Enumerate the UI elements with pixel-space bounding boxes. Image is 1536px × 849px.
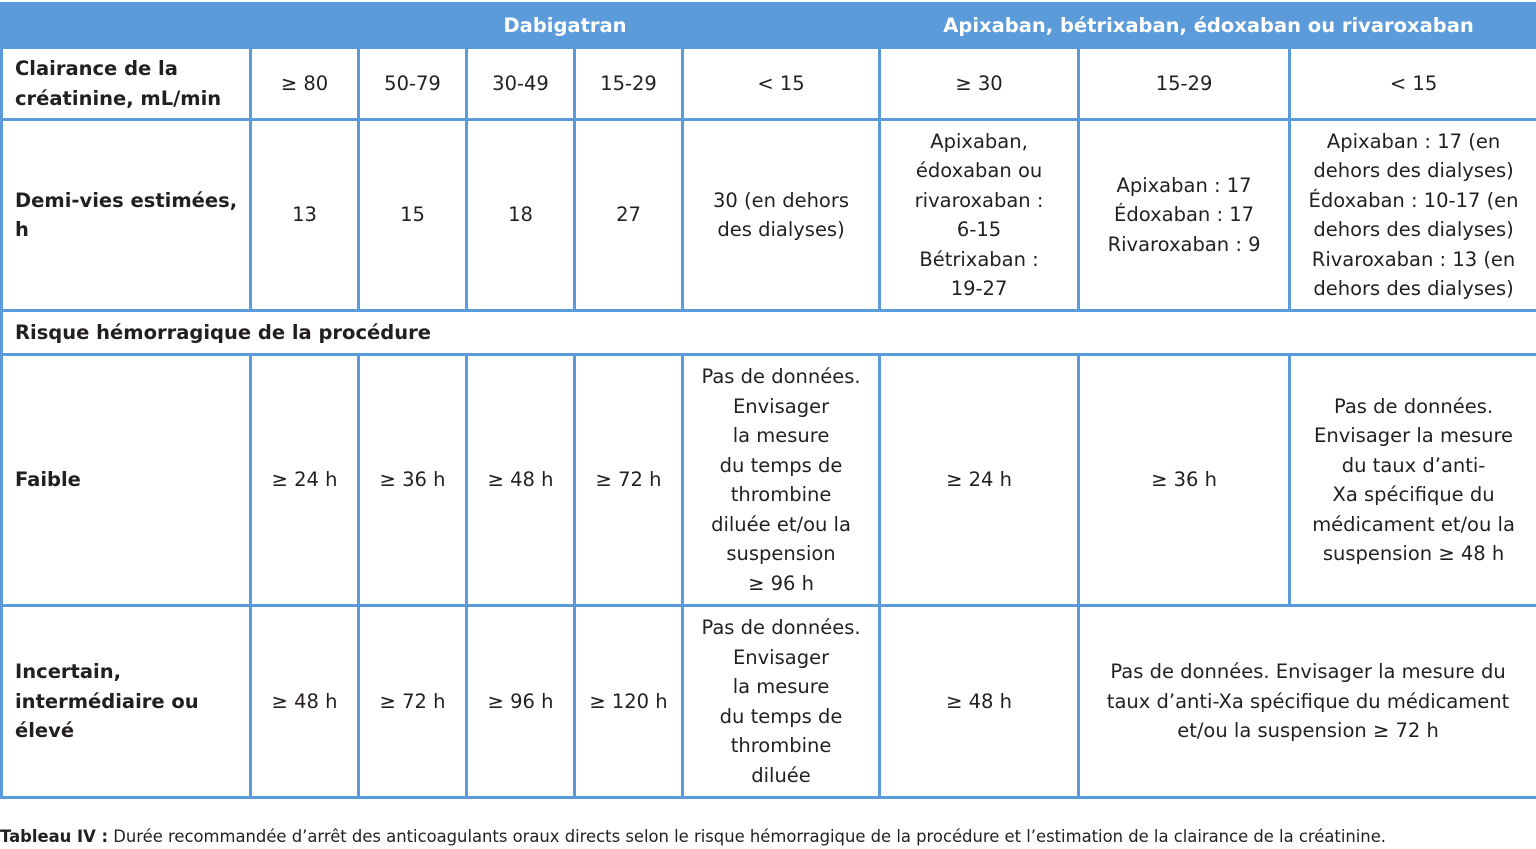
- cell-line: des dialyses): [717, 218, 845, 241]
- section-risque-hemorragique: Risque hémorragique de la procédure: [2, 311, 1536, 355]
- cell-incertain-3: [575, 606, 683, 798]
- cell-incertain-2: [467, 606, 575, 798]
- caption-prefix: Tableau IV :: [0, 827, 109, 846]
- row-demi-vies: [2, 120, 1536, 311]
- cell-line: élevé: [15, 719, 75, 743]
- cell-line: suspension: [726, 542, 836, 565]
- cell-line: thrombine: [730, 483, 832, 506]
- cell-line: ≥ 96 h: [487, 689, 554, 713]
- cell-line: Demi-vies estimées,: [15, 188, 238, 212]
- cell-line: Faible: [15, 468, 81, 492]
- cell-faible-6: [1079, 355, 1290, 606]
- cell-line: du temps de: [719, 704, 843, 728]
- cell-demivies-4: [683, 120, 880, 311]
- cell-line: 15: [400, 203, 425, 227]
- cell-demivies-7: [1290, 120, 1536, 311]
- cell-line: Envisager: [732, 645, 830, 669]
- cell-line: ≥ 48 h: [946, 689, 1012, 713]
- cell-line: suspension ≥ 48 h: [1322, 542, 1505, 565]
- cell-line: Apixaban : 17 (en: [1326, 129, 1501, 153]
- cell-demivies-3: [575, 120, 683, 311]
- cell-demivies-5: [880, 120, 1079, 311]
- cell-line: h: [15, 218, 29, 241]
- cell-incertain-0: [251, 606, 359, 798]
- cell-line: du temps de: [719, 453, 843, 477]
- cell-line: ≥ 24 h: [946, 468, 1012, 492]
- cell-clairance-7: < 15: [1290, 48, 1536, 120]
- cell-incertain-1: [359, 606, 467, 798]
- row-label-incertain: [2, 606, 251, 798]
- cell-clairance-0: ≥ 80: [251, 48, 359, 120]
- cell-line: médicament et/ou la: [1312, 512, 1515, 536]
- cell-faible-4: [683, 355, 880, 606]
- cell-faible-0: [251, 355, 359, 606]
- cell-line: Envisager la mesure: [1314, 424, 1514, 447]
- cell-clairance-4: < 15: [683, 48, 880, 120]
- cell-line: Bétrixaban :: [919, 247, 1039, 271]
- header-dabigatran: Dabigatran: [251, 4, 880, 48]
- cell-line: ≥ 36 h: [1151, 468, 1217, 492]
- cell-line: 6-15: [956, 218, 1002, 241]
- cell-line: la mesure: [732, 675, 830, 698]
- cell-clairance-3: 15-29: [575, 48, 683, 120]
- cell-line: dehors des dialyses): [1313, 218, 1514, 241]
- cell-line: 13: [292, 203, 317, 227]
- cell-demivies-1: [359, 120, 467, 311]
- cell-line: et/ou la suspension ≥ 72 h: [1177, 719, 1439, 743]
- cell-line: ≥ 48 h: [271, 689, 338, 713]
- cell-incertain-4: [683, 606, 880, 798]
- row-section: [2, 311, 1536, 355]
- cell-line: ≥ 120 h: [589, 689, 668, 713]
- row-incertain: [2, 606, 1536, 798]
- cell-line: ≥ 36 h: [379, 468, 446, 492]
- cell-incertain-5: [880, 606, 1079, 798]
- cell-clairance-6: 15-29: [1079, 48, 1290, 120]
- cell-line: intermédiaire ou: [15, 689, 199, 713]
- cell-faible-3: [575, 355, 683, 606]
- cell-line: diluée et/ou la: [711, 512, 851, 536]
- table-caption: [0, 826, 1386, 848]
- cell-line: ≥ 24 h: [271, 468, 338, 492]
- cell-line: Pas de données.: [701, 616, 861, 639]
- row-label-faible: [2, 355, 251, 606]
- cell-demivies-6: [1079, 120, 1290, 311]
- cell-demivies-2: [467, 120, 575, 311]
- cell-line: ≥ 48 h: [487, 468, 554, 492]
- cell-line: rivaroxaban :: [914, 188, 1044, 212]
- cell-line: dehors des dialyses): [1313, 277, 1514, 300]
- cell-line: ≥ 72 h: [379, 689, 446, 713]
- row-label-clairance: [2, 48, 251, 120]
- cell-incertain-6: [1079, 606, 1536, 798]
- cell-line: diluée: [751, 763, 811, 787]
- cell-line: Pas de données. Envisager la mesure du: [1110, 660, 1506, 684]
- header-blank: [2, 4, 251, 48]
- cell-line: Apixaban,: [930, 129, 1028, 153]
- cell-line: Incertain,: [15, 660, 121, 684]
- cell-line: Pas de données.: [1333, 394, 1494, 418]
- cell-line: 27: [616, 203, 641, 227]
- cell-clairance-2: 30-49: [467, 48, 575, 120]
- cell-line: 18: [508, 203, 533, 227]
- cell-line: la mesure: [732, 424, 830, 447]
- header-row: [2, 4, 1536, 48]
- cell-clairance-1: 50-79: [359, 48, 467, 120]
- cell-line: Clairance de la: [15, 57, 178, 80]
- cell-line: taux d’anti-Xa spécifique du médicament: [1106, 689, 1510, 713]
- cell-line: Édoxaban : 17: [1114, 203, 1255, 227]
- cell-line: Pas de données.: [701, 365, 861, 388]
- row-clairance: [2, 48, 1536, 120]
- row-faible: [2, 355, 1536, 606]
- cell-line: ≥ 96 h: [748, 571, 814, 595]
- cell-line: Édoxaban : 10-17 (en: [1308, 188, 1519, 212]
- cell-line: ≥ 72 h: [595, 468, 662, 492]
- caption-text: Durée recommandée d’arrêt des anticoagulants oraux directs selon le risque hémorragique de la procédure et l’estimation de la clairance de la créatinine.: [108, 827, 1386, 846]
- row-label-demivies: [2, 120, 251, 311]
- anticoagulant-table: [0, 2, 1536, 799]
- header-xaban-group: Apixaban, bétrixaban, édoxaban ou rivaroxaban: [880, 4, 1536, 48]
- cell-clairance-5: ≥ 30: [880, 48, 1079, 120]
- cell-line: du taux d’anti-: [1341, 453, 1486, 477]
- cell-line: Envisager: [732, 394, 830, 418]
- cell-line: créatinine, mL/min: [15, 86, 222, 110]
- cell-faible-7: [1290, 355, 1536, 606]
- cell-line: Apixaban : 17: [1116, 173, 1252, 197]
- cell-faible-1: [359, 355, 467, 606]
- cell-line: édoxaban ou: [915, 159, 1043, 182]
- cell-line: dehors des dialyses): [1313, 159, 1514, 182]
- cell-line: 19-27: [950, 277, 1008, 300]
- cell-line: 30 (en dehors: [713, 188, 850, 212]
- cell-faible-2: [467, 355, 575, 606]
- cell-line: Rivaroxaban : 13 (en: [1311, 247, 1516, 271]
- cell-line: thrombine: [730, 734, 832, 757]
- cell-demivies-0: [251, 120, 359, 311]
- cell-line: Rivaroxaban : 9: [1107, 232, 1261, 256]
- cell-line: Xa spécifique du: [1332, 483, 1495, 506]
- cell-faible-5: [880, 355, 1079, 606]
